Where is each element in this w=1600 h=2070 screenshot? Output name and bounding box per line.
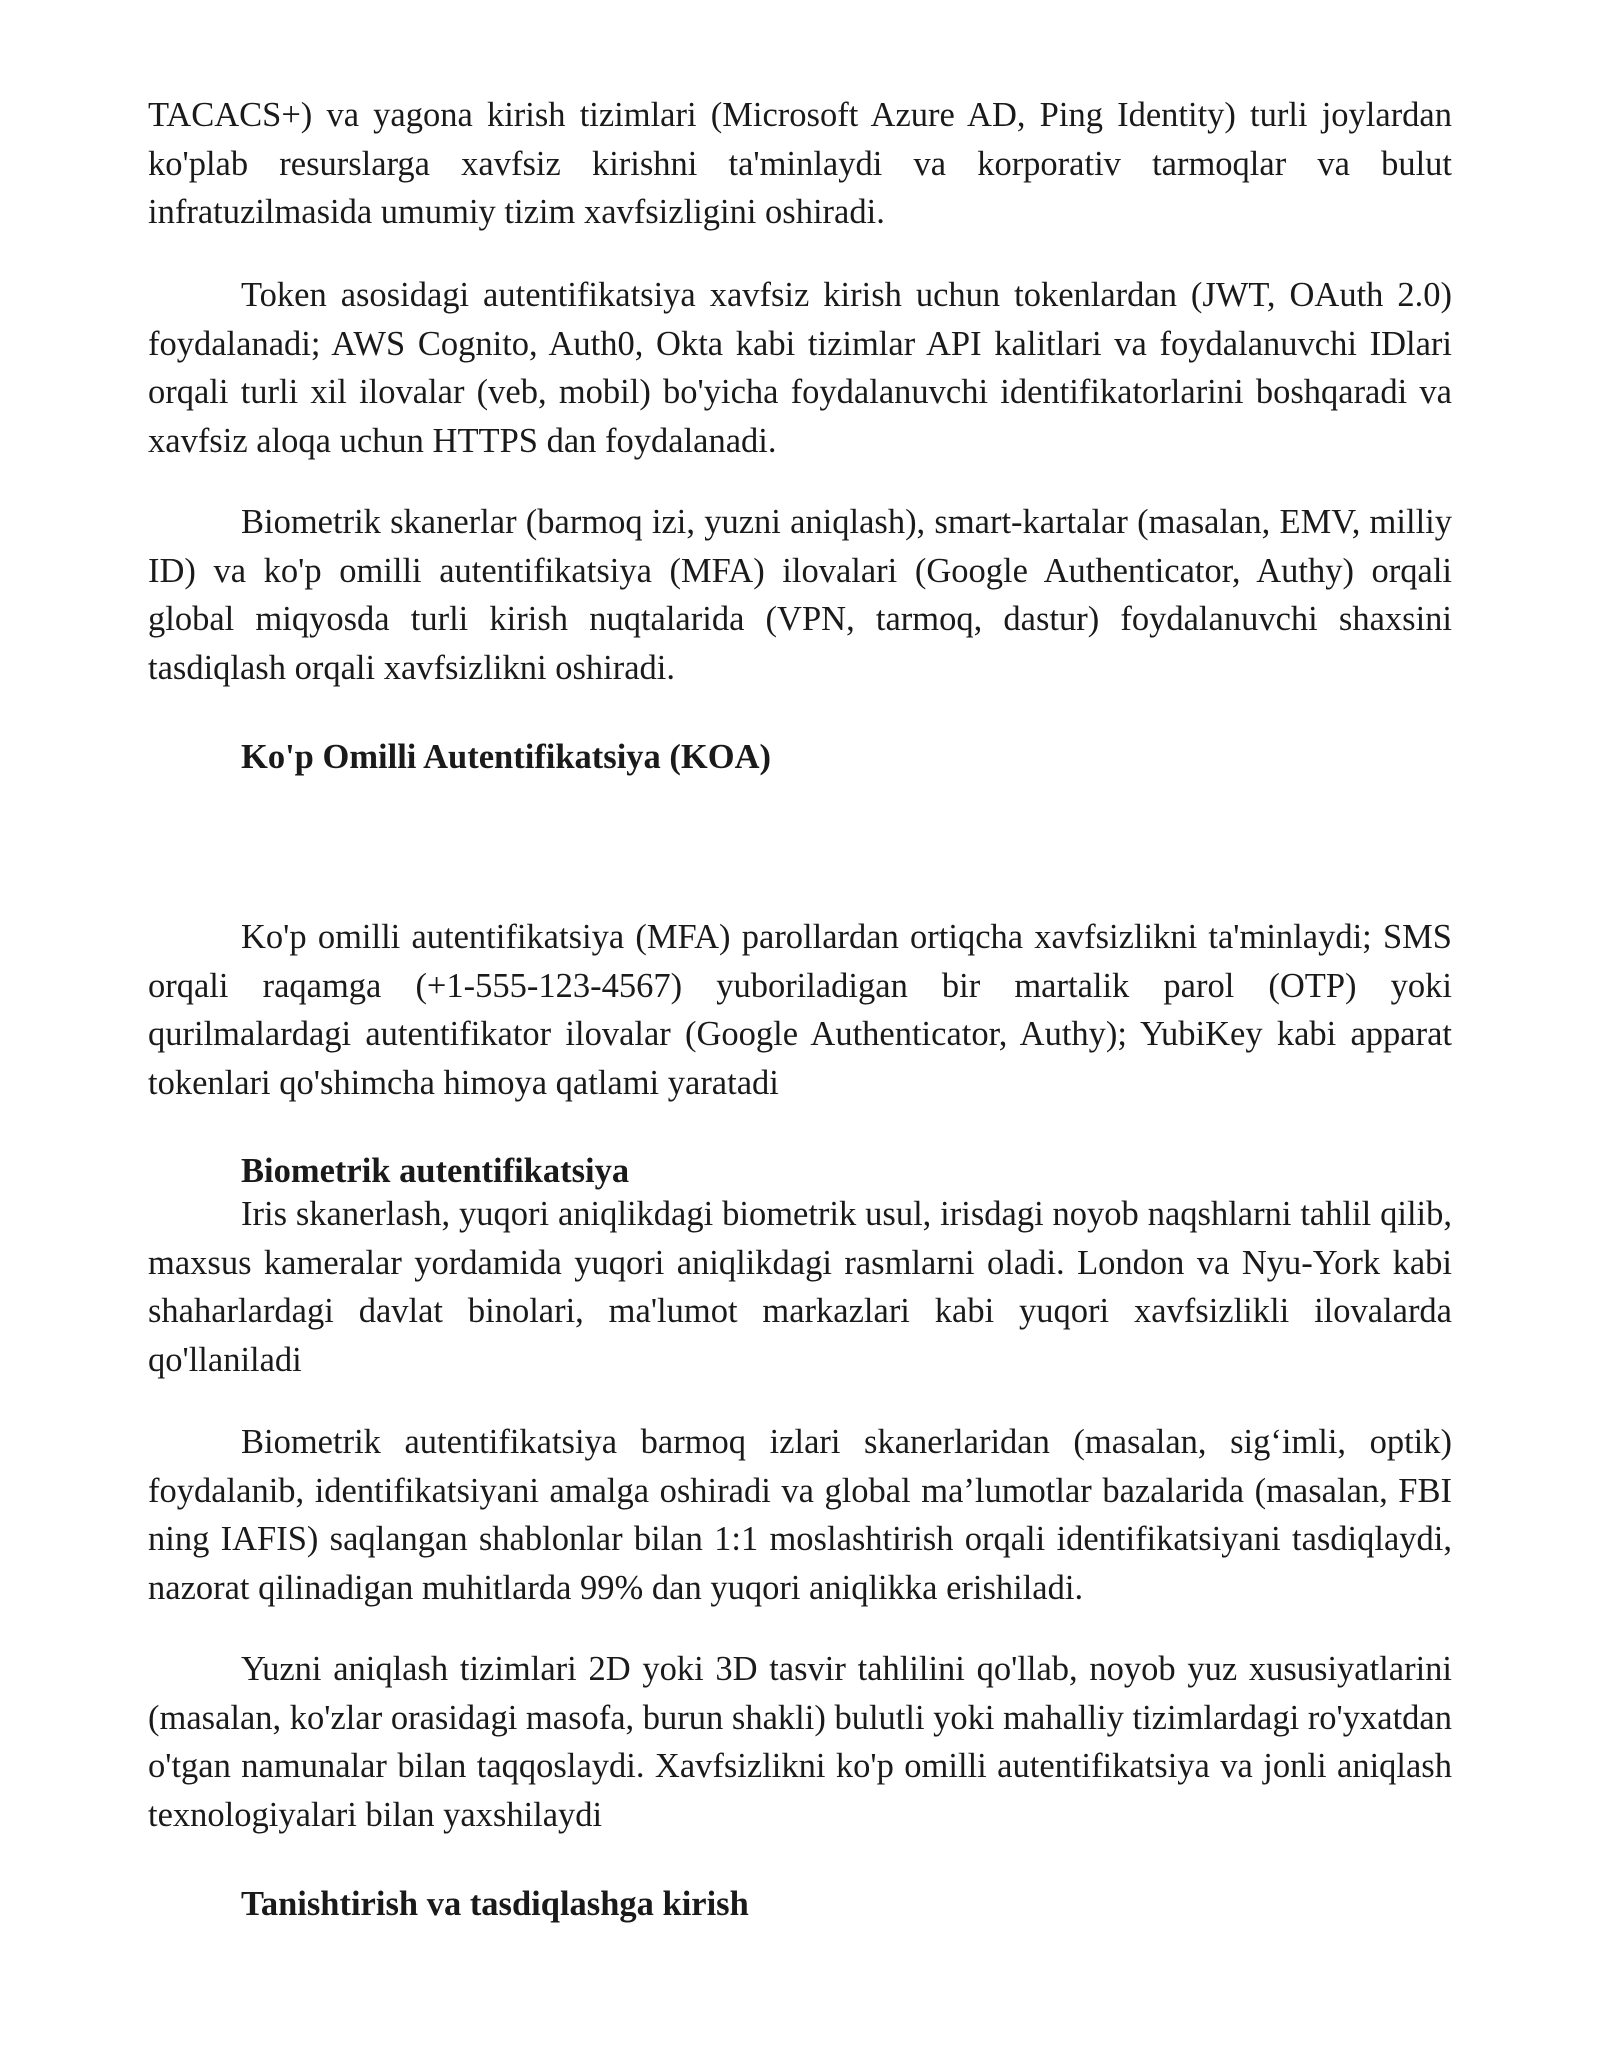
paragraph-fingerprint-authentication: Biometrik autentifikatsiya barmoq izlari skanerlaridan (masalan, sig‘imli, optik) foydalanib, identifikatsiyani amalga oshiradi va global ma’lumotlar bazalarida (masalan, FBI ning IAFIS) saqlangan shablonlar bilan 1:1 moslashtirish orqali identifikatsiyani tasdiqlaydi, nazorat qilinadigan muhitlarda 99% dan yuqori aniqlikka erishiladi.	[148, 1423, 1452, 1607]
heading-onboarding-verification: Tanishtirish va tasdiqlashga kirish	[241, 1885, 749, 1923]
paragraph-sso-continuation: TACACS+) va yagona kirish tizimlari (Microsoft Azure AD, Ping Identity) turli joylardan ko'plab resurslarga xavfsiz kirishni ta'minlaydi va korporativ tarmoqlar va bulut infratuzilmasida umumiy tizim xavfsizligini oshiradi.	[148, 96, 1452, 231]
paragraph-face-recognition: Yuzni aniqlash tizimlari 2D yoki 3D tasvir tahlilini qo'llab, noyob yuz xususiyatlarini (masalan, ko'zlar orasidagi masofa, burun shakli) bulutli yoki mahalliy tizimlardagi ro'yxatdan o'tgan namunalar bilan taqqoslaydi. Xavfsizlikni ko'p omilli autentifikatsiya va jonli aniqlash texnologiyalari bilan yaxshilaydi	[148, 1650, 1452, 1834]
heading-biometric-authentication: Biometrik autentifikatsiya	[241, 1152, 630, 1190]
paragraph-biometric-scanners: Biometrik skanerlar (barmoq izi, yuzni aniqlash), smart-kartalar (masalan, EMV, milliy ID) va ko'p omilli autentifikatsiya (MFA) ilovalari (Google Authenticator, Authy) orqali global miqyosda turli kirish nuqtalarida (VPN, tarmoq, dastur) foydalanuvchi shaxsini tasdiqlash orqali xavfsizlikni oshiradi.	[148, 503, 1452, 687]
paragraph-iris-scanning: Iris skanerlash, yuqori aniqlikdagi biometrik usul, irisdagi noyob naqshlarni tahlil qilib, maxsus kameralar yordamida yuqori aniqlikdagi rasmlarni oladi. London va Nyu-York kabi shaharlardagi davlat binolari, ma'lumot markazlari kabi yuqori xavfsizlikli ilovalarda qo'llaniladi	[148, 1195, 1452, 1379]
paragraph-mfa: Ko'p omilli autentifikatsiya (MFA) parollardan ortiqcha xavfsizlikni ta'minlaydi; SMS orqali raqamga (+1-555-123-4567) yuboriladigan bir martalik parol (OTP) yoki qurilmalardagi autentifikator ilovalar (Google Authenticator, Authy); YubiKey kabi apparat tokenlari qo'shimcha himoya qatlami yaratadi	[148, 918, 1452, 1102]
heading-multifactor-authentication: Ko'p Omilli Autentifikatsiya (KOA)	[241, 738, 771, 776]
paragraph-token-authentication: Token asosidagi autentifikatsiya xavfsiz kirish uchun tokenlardan (JWT, OAuth 2.0) foydalanadi; AWS Cognito, Auth0, Okta kabi tizimlar API kalitlari va foydalanuvchi IDlari orqali turli xil ilovalar (veb, mobil) bo'yicha foydalanuvchi identifikatorlarini boshqaradi va xavfsiz aloqa uchun HTTPS dan foydalanadi.	[148, 276, 1452, 460]
